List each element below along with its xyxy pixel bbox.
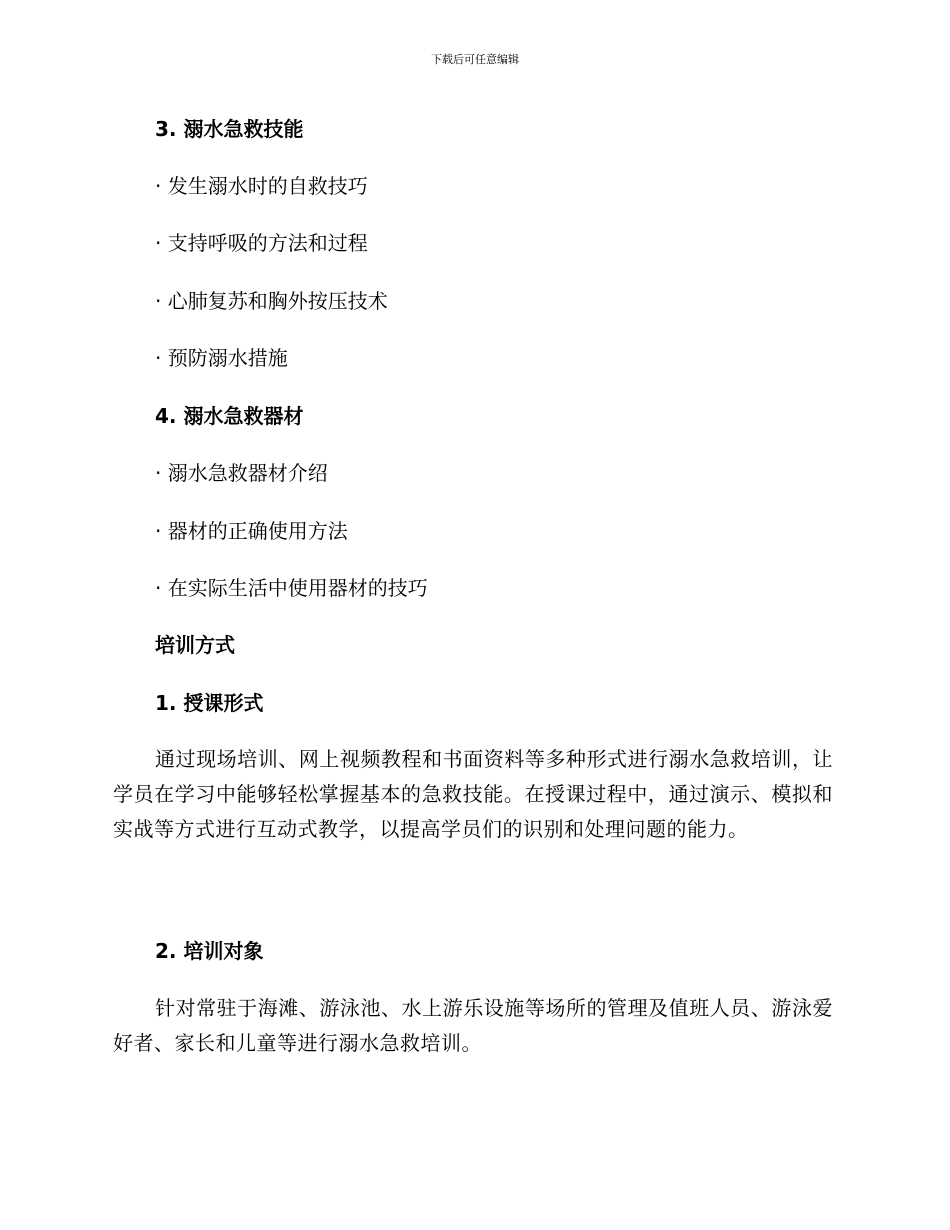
list-item: · 心肺复苏和胸外按压技术	[155, 289, 388, 313]
training-method-heading: 培训方式	[155, 633, 235, 657]
training-target-heading: 2. 培训对象	[155, 939, 264, 963]
list-item: · 预防溺水措施	[155, 346, 288, 370]
teaching-form-paragraph: 通过现场培训、网上视频教程和书面资料等多种形式进行溺水急救培训，让学员在学习中能够轻松掌握基本的急救技能。在授课过程中，通过演示、模拟和实战等方式进行互动式教学，以提高学员们的识别和处理问题的能力。	[113, 747, 833, 841]
list-item: · 支持呼吸的方法和过程	[155, 231, 368, 255]
section-3-heading: 3. 溺水急救技能	[155, 117, 304, 141]
section-4-heading: 4. 溺水急救器材	[155, 404, 304, 428]
training-target-paragraph: 针对常驻于海滩、游泳池、水上游乐设施等场所的管理及值班人员、游泳爱好者、家长和儿童等进行溺水急救培训。	[113, 996, 833, 1055]
page-header-note: 下载后可任意编辑	[431, 53, 519, 66]
list-item: · 发生溺水时的自救技巧	[155, 174, 368, 198]
list-item: · 器材的正确使用方法	[155, 519, 348, 543]
list-item: · 溺水急救器材介绍	[155, 461, 328, 485]
teaching-form-heading: 1. 授课形式	[155, 691, 264, 715]
list-item: · 在实际生活中使用器材的技巧	[155, 576, 428, 600]
